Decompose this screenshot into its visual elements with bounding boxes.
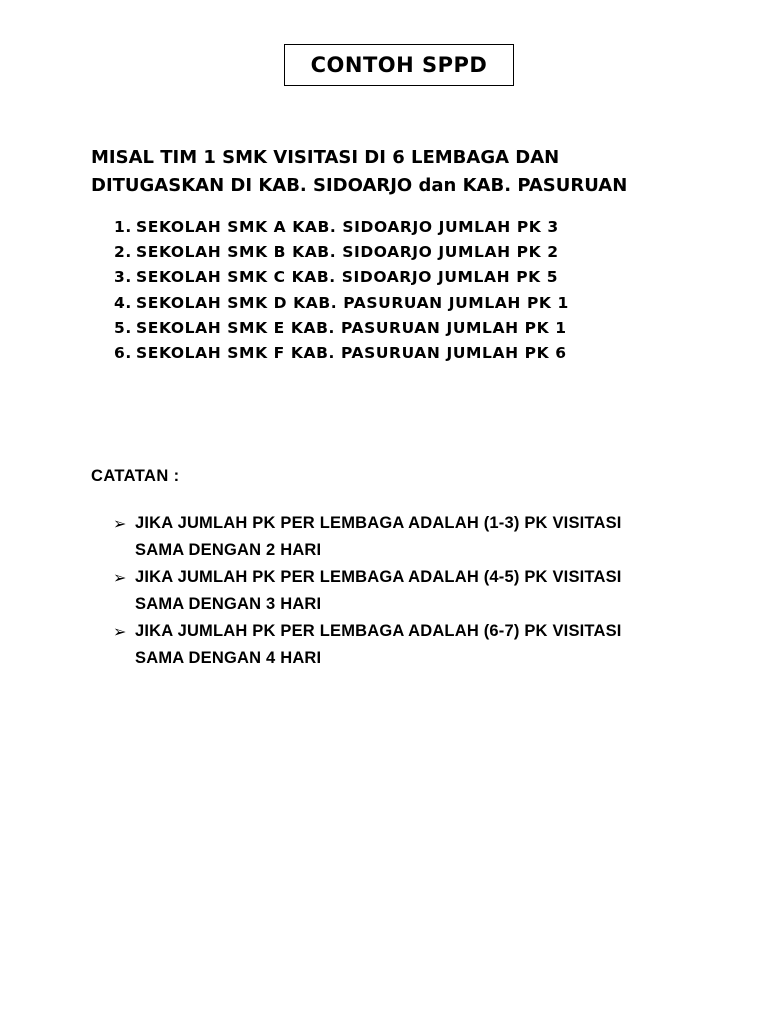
list-item <box>114 341 569 366</box>
note-line-1: JIKA JUMLAH PK PER LEMBAGA ADALAH (1-3) PK VISITASI <box>135 514 622 532</box>
notes-heading: CATATAN : <box>91 467 180 485</box>
note-item <box>113 510 695 564</box>
list-number: 2. <box>114 243 132 262</box>
note-line-2: SAMA DENGAN 4 HARI <box>135 649 322 667</box>
intro-paragraph <box>91 144 731 200</box>
list-number: 4. <box>114 293 132 312</box>
note-line-1: JIKA JUMLAH PK PER LEMBAGA ADALAH (4-5) PK VISITASI <box>135 568 622 586</box>
arrowhead-bullet-icon: ➢ <box>113 622 127 641</box>
note-text <box>135 564 695 618</box>
page-title: CONTOH SPPD <box>284 44 514 86</box>
school-list <box>114 215 569 366</box>
note-text <box>135 618 695 672</box>
note-line-1: JIKA JUMLAH PK PER LEMBAGA ADALAH (6-7) PK VISITASI <box>135 622 622 640</box>
note-item <box>113 564 695 618</box>
list-item-text: SEKOLAH SMK F KAB. PASURUAN JUMLAH PK 6 <box>136 344 567 363</box>
note-line-2: SAMA DENGAN 2 HARI <box>135 541 322 559</box>
notes-list <box>113 510 695 672</box>
note-line-2: SAMA DENGAN 3 HARI <box>135 595 322 613</box>
list-item-text: SEKOLAH SMK B KAB. SIDOARJO JUMLAH PK 2 <box>136 243 559 262</box>
note-item <box>113 618 695 672</box>
intro-line-2: DITUGASKAN DI KAB. SIDOARJO dan KAB. PASURUAN <box>91 175 628 196</box>
list-number: 5. <box>114 318 132 337</box>
intro-line-1: MISAL TIM 1 SMK VISITASI DI 6 LEMBAGA DAN <box>91 147 560 168</box>
list-number: 6. <box>114 344 132 363</box>
list-item <box>114 215 569 240</box>
list-number: 3. <box>114 268 132 287</box>
list-item-text: SEKOLAH SMK A KAB. SIDOARJO JUMLAH PK 3 <box>136 218 559 236</box>
note-text <box>135 510 695 564</box>
list-item-text: SEKOLAH SMK E KAB. PASURUAN JUMLAH PK 1 <box>136 318 567 337</box>
list-number: 1. <box>114 218 132 236</box>
list-item <box>114 291 569 316</box>
list-item-text: SEKOLAH SMK C KAB. SIDOARJO JUMLAH PK 5 <box>136 268 559 287</box>
list-item <box>114 316 569 341</box>
arrowhead-bullet-icon: ➢ <box>113 568 127 587</box>
list-item <box>114 265 569 290</box>
list-item-text: SEKOLAH SMK D KAB. PASURUAN JUMLAH PK 1 <box>136 293 569 312</box>
arrowhead-bullet-icon: ➢ <box>113 514 127 533</box>
list-item <box>114 240 569 265</box>
